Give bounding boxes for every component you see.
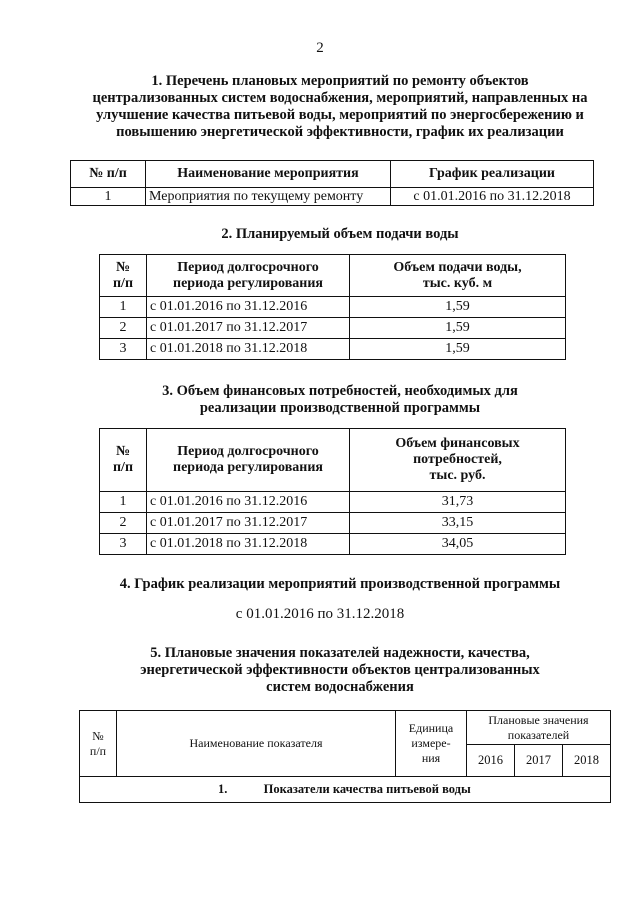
header-line: п/п (112, 460, 134, 475)
cell-volume: 1,59 (350, 318, 566, 339)
cell-number: 3 (100, 339, 147, 360)
header-line: Плановые значения (488, 712, 589, 727)
header-line: Объем подачи воды, (393, 259, 522, 275)
header-line: периода регулирования (173, 275, 323, 291)
indicators-table (79, 710, 611, 803)
col-header-financial (350, 429, 566, 492)
section-1-heading (60, 73, 620, 141)
col-header-number: № п/п (71, 161, 146, 188)
cell-period: с 01.01.2016 по 31.12.2016 (147, 492, 350, 513)
cell-period: с 01.01.2017 по 31.12.2017 (147, 513, 350, 534)
cell-number: 2 (100, 513, 147, 534)
col-header-period (147, 255, 350, 297)
section-4-heading: 4. График реализации мероприятий производственной программы (119, 576, 561, 592)
cell-number: 1 (71, 188, 146, 206)
header-line: Объем финансовых (395, 436, 520, 451)
section-3-heading (60, 383, 620, 417)
cell-schedule: с 01.01.2016 по 31.12.2018 (391, 188, 594, 206)
header-line: № (92, 728, 104, 743)
financial-needs-table (99, 428, 566, 555)
table-row (100, 339, 566, 360)
table-header-row (71, 161, 594, 188)
header-line: № (115, 259, 131, 275)
heading-line: энергетической эффективности объектов централизованных (140, 662, 540, 678)
table-section-row (80, 777, 611, 803)
header-line: п/п (89, 743, 107, 758)
header-line: Период долгосрочного (177, 444, 319, 459)
table-row (100, 492, 566, 513)
heading-line: 3. Объем финансовых потребностей, необходимых для (162, 383, 518, 399)
cell-number: 1 (100, 492, 147, 513)
header-line: Период долгосрочного (177, 259, 319, 275)
col-header-number (100, 255, 147, 297)
table-header-row (80, 711, 611, 745)
cell-period: с 01.01.2018 по 31.12.2018 (147, 534, 350, 555)
activities-table (70, 160, 594, 206)
col-header-number (80, 711, 117, 777)
heading-line: улучшение качества питьевой воды, мероприятий по энергосбережению и (96, 107, 584, 123)
table-row (71, 188, 594, 206)
cell-number: 1 (100, 297, 147, 318)
table-row (100, 318, 566, 339)
heading-line: централизованных систем водоснабжения, мероприятий, направленных на (92, 90, 588, 106)
heading-line: реализации производственной программы (199, 400, 481, 416)
header-line: потребностей, (413, 452, 502, 467)
header-line: ния (421, 751, 441, 765)
table-row (100, 534, 566, 555)
cell-number: 2 (100, 318, 147, 339)
header-line: измере- (411, 736, 451, 750)
section-row (80, 777, 611, 803)
heading-line: систем водоснабжения (266, 679, 414, 695)
col-header-schedule: График реализации (391, 161, 594, 188)
col-header-year: 2016 (467, 745, 515, 777)
section-4-period: с 01.01.2016 по 31.12.2018 (235, 606, 405, 622)
cell-activity: Мероприятия по текущему ремонту (146, 188, 391, 206)
table-header-row (100, 255, 566, 297)
col-header-unit (396, 711, 467, 777)
heading-line: 1. Перечень плановых мероприятий по ремонту объектов (151, 73, 529, 89)
header-line: Единица (408, 721, 454, 735)
header-line: периода регулирования (173, 460, 323, 475)
cell-period: с 01.01.2016 по 31.12.2016 (147, 297, 350, 318)
cell-amount: 33,15 (350, 513, 566, 534)
col-header-activity: Наименование мероприятия (146, 161, 391, 188)
header-line: показателей (507, 727, 570, 742)
col-header-year: 2017 (515, 745, 563, 777)
page-number: 2 (316, 40, 324, 56)
cell-volume: 1,59 (350, 339, 566, 360)
heading-line: повышению энергетической эффективности, график их реализации (116, 124, 564, 140)
header-line: тыс. руб. (429, 468, 486, 483)
section-5-heading (60, 645, 620, 696)
col-header-year: 2018 (563, 745, 611, 777)
col-header-volume (350, 255, 566, 297)
cell-amount: 34,05 (350, 534, 566, 555)
table-row (100, 297, 566, 318)
col-header-number (100, 429, 147, 492)
section-row-number: 1. (218, 782, 228, 796)
cell-volume: 1,59 (350, 297, 566, 318)
table-header-row (100, 429, 566, 492)
cell-period: с 01.01.2017 по 31.12.2017 (147, 318, 350, 339)
cell-amount: 31,73 (350, 492, 566, 513)
table-row (100, 513, 566, 534)
col-header-planned-values (467, 711, 611, 745)
header-line: № (115, 444, 131, 459)
header-line: тыс. куб. м (422, 275, 493, 291)
col-header-period (147, 429, 350, 492)
col-header-indicator-name: Наименование показателя (117, 711, 396, 777)
section-row-label: Показатели качества питьевой воды (263, 782, 471, 796)
heading-line: 5. Плановые значения показателей надежности, качества, (150, 645, 530, 661)
cell-number: 3 (100, 534, 147, 555)
water-volume-table (99, 254, 566, 360)
cell-period: с 01.01.2018 по 31.12.2018 (147, 339, 350, 360)
section-2-heading: 2. Планируемый объем подачи воды (221, 226, 459, 242)
header-line: п/п (112, 275, 134, 291)
